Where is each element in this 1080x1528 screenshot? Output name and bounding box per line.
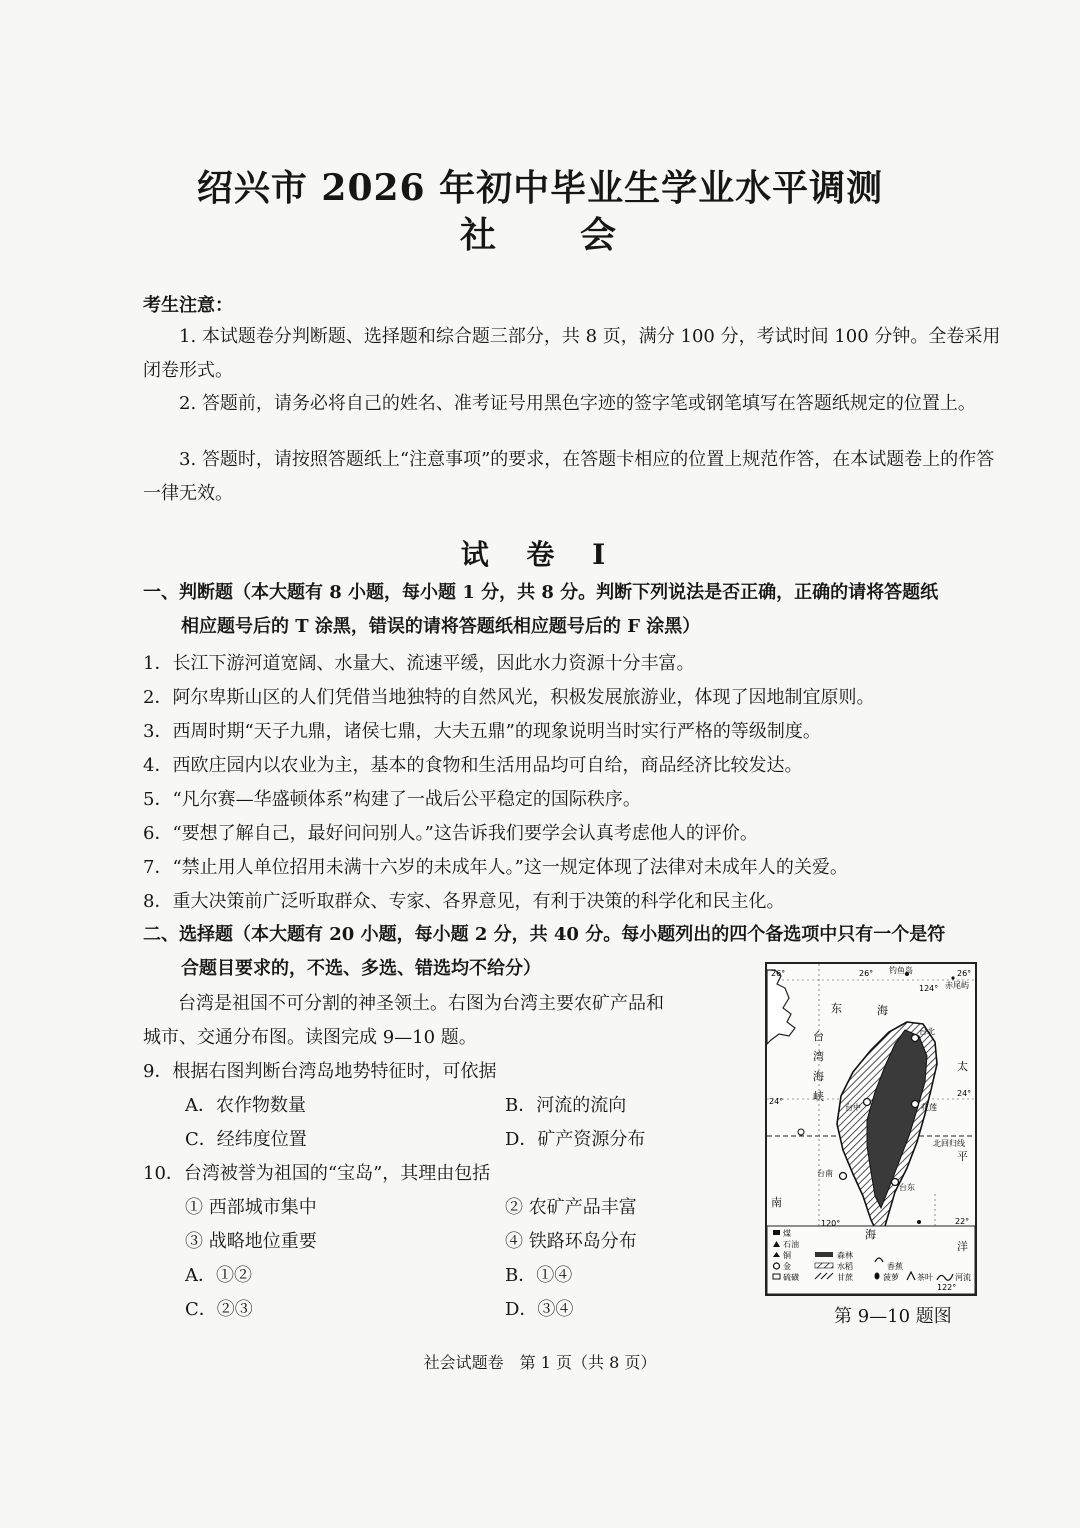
taiwan-map (765, 962, 977, 1296)
lat-26-mid-label: 26° (859, 969, 874, 978)
part1-heading-line1: 一、判断题（本大题有 8 小题，每小题 1 分，共 8 分。判断下列说法是否正确，正确的请将答题纸 (143, 582, 939, 603)
section-title: 试 卷 I (460, 538, 620, 571)
strait-label-3: 海 (813, 1070, 824, 1083)
taiwan-map-svg (767, 964, 975, 1294)
lon-120-label: 120° (821, 1219, 841, 1228)
taizhong-label: 台中 (845, 1103, 861, 1112)
lon-124-label: 124° (919, 984, 939, 993)
east-sea-label-2: 海 (877, 1004, 888, 1017)
legend-oil: 石油 (783, 1240, 799, 1249)
pacific-label-2: 平 (957, 1150, 968, 1163)
q10-option-a: A．①② (185, 1265, 252, 1286)
east-sea-label-1: 东 (831, 1002, 842, 1015)
notice-heading: 考生注意： (143, 295, 233, 316)
strait-label-2: 湾 (813, 1050, 824, 1063)
q10-statement-3: ③ 战略地位重要 (185, 1231, 317, 1252)
coal-icon (773, 1230, 780, 1235)
taibei-label: 台北 (919, 1027, 935, 1036)
notice-item-3 (143, 443, 1005, 511)
legend-sulfur: 硫磺 (783, 1273, 799, 1282)
city-marker (840, 1173, 847, 1180)
taidong-label: 台东 (899, 1183, 915, 1192)
lat-26-left-label: 26° (771, 969, 786, 978)
judge-question: 6．“要想了解自己，最好问问别人。”这告诉我们要学会认真考虑他人的评价。 (143, 823, 758, 844)
lanyu-islet (917, 1220, 921, 1224)
q10-option-b: B．①④ (505, 1265, 573, 1286)
south-sea-label-1: 南 (771, 1196, 782, 1209)
hualian-label: 花莲 (921, 1103, 937, 1112)
penghu-islet (798, 1129, 804, 1135)
judge-question: 3．西周时期“天子九鼎，诸侯七鼎，大夫五鼎”的现象说明当时实行严格的等级制度。 (143, 721, 821, 742)
tropic-label: 北回归线 (933, 1139, 965, 1148)
q10-statement-4: ④ 铁路环岛分布 (505, 1231, 637, 1252)
pacific-label-1: 太 (957, 1060, 968, 1073)
q9-option-c: C．经纬度位置 (185, 1129, 307, 1150)
lat-24-left-label: 24° (769, 1097, 784, 1106)
legend-river: 河流 (955, 1273, 971, 1282)
lat-26-right-label: 26° (957, 969, 972, 978)
judge-question: 4．西欧庄园内以农业为主，基本的食物和生活用品均可自给，商品经济比较发达。 (143, 755, 803, 776)
lat-22-label: 22° (955, 1217, 970, 1226)
intro-line-1: 台湾是祖国不可分割的神圣领土。右图为台湾主要农矿产品和 (178, 993, 664, 1014)
chiwei-label: 赤尾屿 (945, 981, 969, 990)
legend-copper: 铜 (783, 1251, 791, 1260)
part1-heading-line2: 相应题号后的 T 涂黑，错误的请将答题纸相应题号后的 F 涂黑） (181, 616, 701, 637)
legend-coal: 煤 (783, 1229, 791, 1238)
legend-sugarcane: 甘蔗 (837, 1273, 853, 1282)
q10-option-d: D．③④ (505, 1299, 574, 1320)
legend-gold: 金 (783, 1262, 791, 1271)
legend-rice: 水稻 (837, 1262, 853, 1271)
question-9-stem: 9．根据右图判断台湾岛地势特征时，可依据 (143, 1061, 497, 1082)
city-marker (912, 1035, 919, 1042)
notice-item-2 (143, 387, 1005, 421)
page-footer: 社会试题卷 第 1 页（共 8 页） (423, 1353, 657, 1372)
south-sea-label-2: 海 (865, 1228, 876, 1241)
forest-icon (815, 1252, 833, 1257)
mainland-coast (767, 970, 795, 1044)
q9-option-b: B．河流的流向 (505, 1095, 627, 1116)
notice-item-3-text: 3. 答题时，请按照答题纸上“注意事项”的要求，在答题卡相应的位置上规范作答，在本试题卷上的作答一律无效。 (143, 449, 995, 504)
judge-question: 1．长江下游河道宽阔、水量大、流速平缓，因此水力资源十分丰富。 (143, 653, 695, 674)
q9-option-d: D．矿产资源分布 (505, 1129, 646, 1150)
judge-question: 2．阿尔卑斯山区的人们凭借当地独特的自然风光，积极发展旅游业，体现了因地制宜原则。 (143, 687, 875, 708)
judge-question: 5．“凡尔赛—华盛顿体系”构建了一战后公平稳定的国际秩序。 (143, 789, 641, 810)
notice-item-2-text: 2. 答题前，请务必将自己的姓名、准考证号用黑色字迹的签字笔或钢笔填写在答题纸规定的位置上。 (179, 393, 976, 414)
notice-item-1 (143, 320, 1005, 388)
strait-label-1: 台 (813, 1030, 824, 1043)
part1-heading (143, 576, 1013, 644)
tainan-label: 台南 (817, 1169, 833, 1178)
legend-banana: 香蕉 (887, 1262, 903, 1271)
city-marker (912, 1101, 919, 1108)
judge-question: 7．“禁止用人单位招用未满十六岁的未成年人。”这一规定体现了法律对未成年人的关爱。 (143, 857, 848, 878)
diaoyu-label: 钓鱼岛 (889, 966, 913, 975)
pineapple-icon (875, 1273, 880, 1280)
chiwei-islet (951, 976, 954, 979)
legend-forest: 森林 (837, 1251, 853, 1260)
exam-subject: 社 会 (459, 214, 620, 256)
rice-icon (815, 1263, 833, 1268)
pacific-label-3: 洋 (957, 1240, 968, 1253)
part2-heading-line1: 二、选择题（本大题有 20 小题，每小题 2 分，共 40 分。每小题列出的四个备选项中只有一个是符 (143, 924, 946, 945)
lat-24-right-label: 24° (957, 1089, 972, 1098)
legend-pineapple: 菠萝 (883, 1273, 899, 1282)
q10-statement-1: ① 西部城市集中 (185, 1197, 317, 1218)
lon-122-label: 122° (937, 1283, 957, 1292)
q10-option-c: C．②③ (185, 1299, 253, 1320)
intro-line-2: 城市、交通分布图。读图完成 9—10 题。 (143, 1027, 477, 1048)
q10-statement-2: ② 农矿产品丰富 (505, 1197, 637, 1218)
map-caption: 第 9—10 题图 (834, 1306, 952, 1327)
judge-question: 8．重大决策前广泛听取群众、专家、各界意见，有利于决策的科学化和民主化。 (143, 891, 785, 912)
strait-label-4: 峡 (813, 1090, 824, 1103)
notice-item-1-text: 1. 本试题卷分判断题、选择题和综合题三部分，共 8 页，满分 100 分，考试时间 100 分钟。全卷采用闭卷形式。 (143, 326, 1001, 381)
part2-heading-line2: 合题目要求的，不选、多选、错选均不给分） (181, 958, 541, 979)
city-marker (864, 1099, 871, 1106)
question-10-stem: 10．台湾被誉为祖国的“宝岛”，其理由包括 (143, 1163, 491, 1184)
exam-title: 绍兴市 2026 年初中毕业生学业水平调测 (196, 167, 884, 209)
legend-tea: 茶叶 (917, 1273, 933, 1282)
city-marker (892, 1179, 899, 1186)
q9-option-a: A．农作物数量 (185, 1095, 306, 1116)
